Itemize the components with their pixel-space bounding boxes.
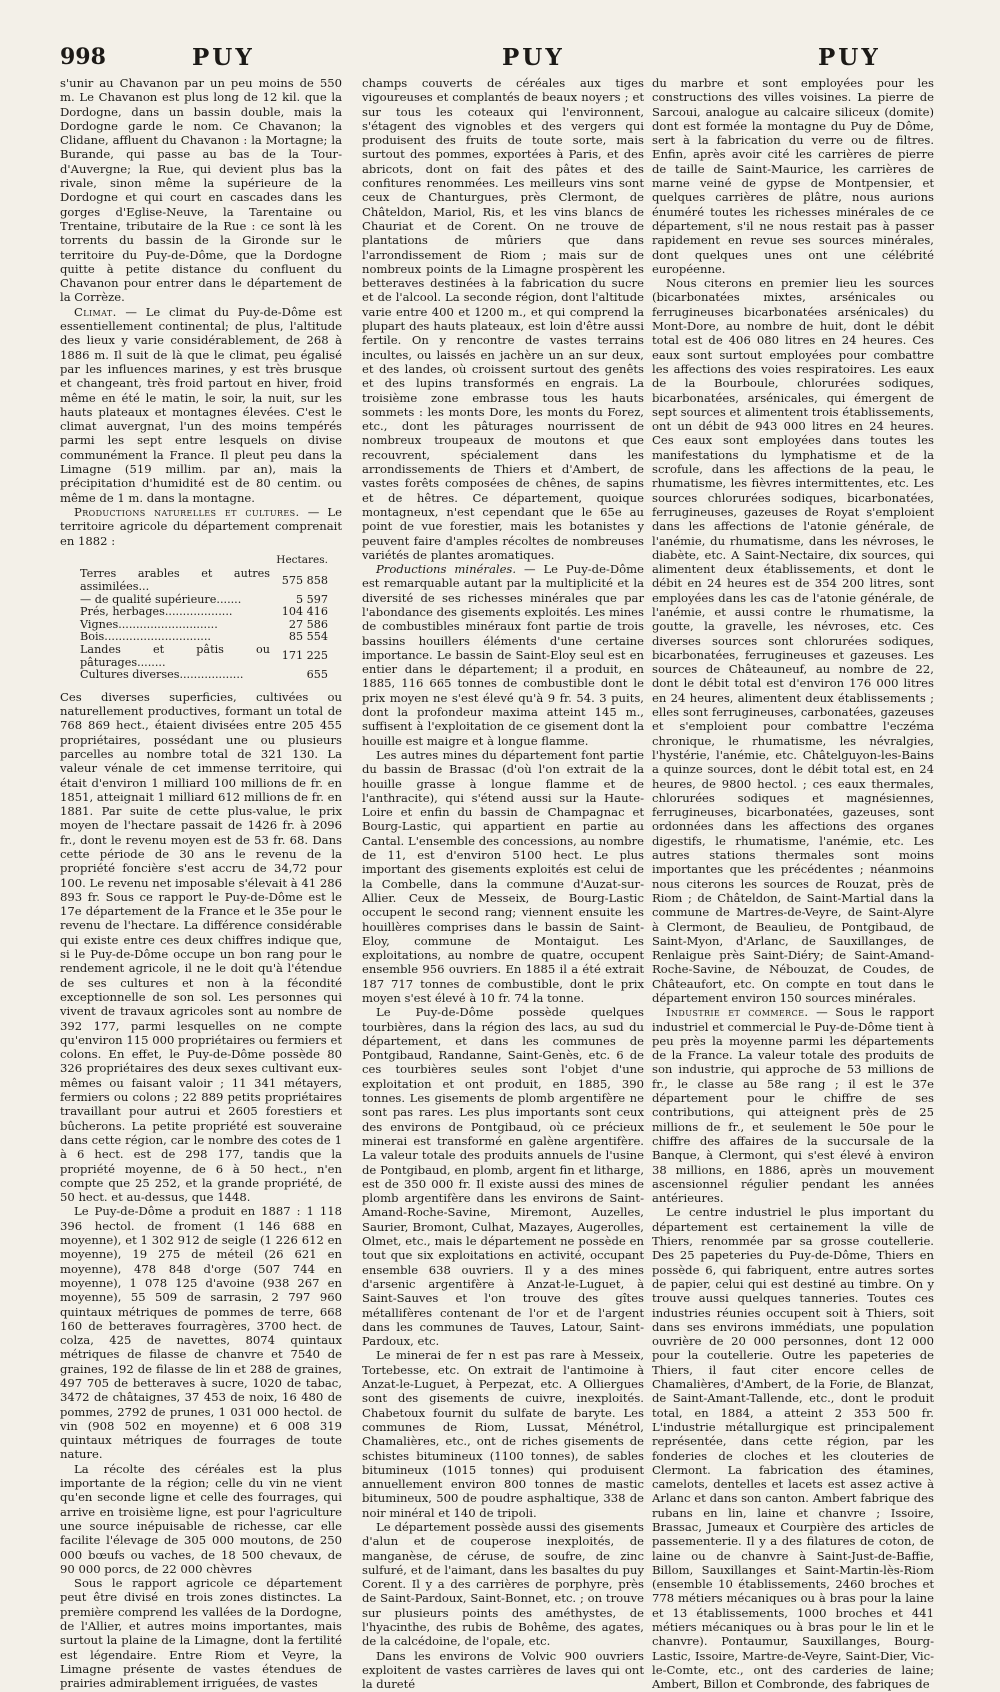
paragraph: Ces diverses superficies, cultivées ou naturellement productives, formant un total de 768 869 hect., étaient divisées entre 205 455 propriétaires, possédant une ou plusieurs parcelles au nombre total de 321 130. La valeur vénale de cet immense territoire, qui était d'environ 1 milliard 100 millions de fr. en 1851, atteignait 1 milliard 612 millions de fr. en 1881. Par suite de cette plus-value, le prix moyen de l'hectare passait de 1426 fr. à 2096 fr., dont le revenu moyen est de 53 fr. 68. Dans cette période de 30 ans le revenu de la propriété foncière s'est accru de 34,72 pour 100. Le revenu net imposable s'élevait à 41 286 893 fr. Sous ce rapport le Puy-de-Dôme est le 17e département de la France et le 35e pour le revenu de l'hectare. La différence considérable qui existe entre ces deux chiffres indique que, si le Puy-de-Dôme occupe un bon rang pour le rendement agricole, il ne le doit qu'à l'étendue de ses cultures et non à la fécondité exceptionnelle de son sol. Les personnes qui vivent de travaux agricoles sont au nombre de 392 177, parmi lesquelles on ne compte qu'environ 115 000 propriétaires ou fermiers et colons. En effet, le Puy-de-Dôme possède 80 326 propriétaires des deux sexes cultivant eux-mêmes ou faisant valoir ; 11 341 métayers, fermiers ou colons ; 22 889 petits propriétaires travaillant pour autrui et 2605 forestiers et bûcherons. La petite propriété est souveraine dans cette région, car le nombre des cotes de 1 à 6 hect. est de 298 177, tandis que la propriété moyenne, de 6 à 50 hect., n'en compte que 25 252, et la grande propriété, de 50 hect. et au-dessus, que 1448. [60,689,342,1205]
table-row [80,644,328,669]
row-label: Prés, herbages................... [80,605,233,619]
row-value: 171 225 [281,649,328,663]
paragraph-text: — Le climat du Puy-de-Dôme est essentiellement continental; de plus, l'altitude des lieux y varie considérablement, de 268 à 1886 m. Il suit de là que le climat, peu égalisé par les influences marines, y est très brusque et changeant, très froid partout en hiver, froid même en été le matin, le soir, la nuit, sur les hauts plateaux et montagnes élevées. C'est le climat auvergnat, l'un des moins tempérés parmi les sept entre lesquels on divise communément la France. Il pleut peu dans la Limagne (519 millim. par an), mais la précipitation d'humidité est de 80 centim. ou même de 1 m. dans la montagne. [60,304,342,505]
land-use-table [80,554,328,682]
running-head-left: PUY [192,44,255,71]
page-header [60,44,940,74]
paragraph: Dans les environs de Volvic 900 ouvriers exploitent de vastes carrières de laves qui ont la dureté [362,1648,644,1692]
row-label: Landes et pâtis ou pâturages........ [80,642,270,669]
row-label: Cultures diverses.................. [80,668,244,682]
column-1 [60,76,342,1691]
running-head-right: PUY [818,44,881,71]
paragraph-productions [60,505,342,548]
paragraph: Le Puy-de-Dôme possède quelques tourbières, dans la région des lacs, au sud du département, et dans les communes de Pontgibaud, Randanne, Saint-Genès, etc. 6 de ces tourbières seules sont l'objet d'une exploitation et ont produit, en 1885, 390 tonnes. Les gisements de plomb argentifère ne sont pas rares. Les plus importants sont ceux des environs de Pontgibaud, où ce précieux minerai est transformé en galène argentifère. La valeur totale des produits annuels de l'usine de Pontgibaud, en plomb, argent fin et litharge, est de 350 000 fr. Il existe aussi des mines de plomb argentifère dans les environs de Saint-Amand-Roche-Savine, Miremont, Auzelles, Saurier, Bromont, Culhat, Mazayes, Augerolles, Olmet, etc., mais le département ne possède en tout que six exploitations en activité, occupant ensemble 638 ouvriers. Il y a des mines d'arsenic argentifère à Anzat-le-Luguet, à Saint-Sauves et l'on trouve des gîtes métallifères contenant de l'or et de l'argent dans les communes de Tauves, Latour, Saint-Pardoux, etc. [362,1005,644,1349]
page-number: 998 [60,44,106,70]
section-heading: Productions minérales. [376,562,517,577]
row-value: 575 858 [281,573,328,587]
paragraph: du marbre et sont employées pour les constructions des villes voisines. La pierre de Sarcoui, analogue au calcaire siliceux (domite) dont est formée la montagne du Puy de Dôme, sert à la fabrication du verre ou de filtres. Enfin, après avoir cité les carrières de pierre de taille de Saint-Maurice, les carrières de marne veiné de gypse de Montpensier, et quelques carrières de plâtre, nous aurions énuméré toutes les richesses minérales de ce département, s'il ne nous restait pas à passer rapidement en revue ses sources minérales, dont quelques unes ont une célébrité européenne. [652,76,934,276]
section-heading: Climat. [74,304,117,319]
paragraph-mineral [362,562,644,748]
column-3 [652,76,934,1692]
row-value: 104 416 [281,605,328,619]
running-head-center: PUY [502,44,565,71]
table-row [80,568,328,593]
row-label: — de qualité supérieure....... [80,592,242,606]
paragraph: Sous le rapport agricole ce département peut être divisé en trois zones distinctes. La première comprend les vallées de la Dordogne, de l'Allier, et autres moins importantes, mais surtout la plaine de la Limagne, dont la fertilité est légendaire. Entre Riom et Veyre, la Limagne présente de vastes étendues de prairies admirablement irriguées, de vastes [60,1576,342,1691]
table-row [80,606,328,619]
paragraph: Le département possède aussi des gisements d'alun et de couperose inexploités, de manganèse, de céruse, de soufre, de zinc sulfuré, et de l'aimant, dans les basaltes du puy Corent. Il y a des carrières de porphyre, près de Saint-Pardoux, Saint-Bonnet, etc. ; on trouve sur plusieurs points des améthystes, de l'hyacinthe, des rubis de Bohême, des agates, de la calcédoine, de l'opale, etc. [362,1519,644,1649]
column-2 [362,76,644,1692]
paragraph-industrie [652,1005,934,1205]
paragraph: Les autres mines du département font partie du bassin de Brassac (d'où l'on extrait de la houille grasse à longue flamme et de l'anthracite), qui s'étend aussi sur la Haute-Loire et enfin du bassin de Champagnac et Bourg-Lastic, qui appartient en partie au Cantal. L'ensemble des concessions, au nombre de 11, est d'environ 5100 hect. Le plus important des gisements exploités est celui de la Combelle, dans la commune d'Auzat-sur-Allier. Ceux de Messeix, de Bourg-Lastic occupent le second rang; viennent ensuite les houillères comprises dans le bassin de Saint-Eloy, commune de Montaigut. Les exploitations, au nombre de quatre, occupent ensemble 956 ouvriers. En 1885 il a été extrait 187 717 tonnes de combustible, dont le prix moyen s'est élevé à 10 fr. 74 la tonne. [362,747,644,1005]
paragraph: Nous citerons en premier lieu les sources (bicarbonatées mixtes, arsénicales ou ferrugineuses bicarbonatées arsénicales) du Mont-Dore, au nombre de huit, dont le débit total est de 406 080 litres en 24 heures. Ces eaux sont surtout employées pour combattre les affections des voies respiratoires. Les eaux de la Bourboule, chlorurées sodiques, bicarbonatées, arsénicales, qui émergent de sept sources et alimentent trois établissements, ont un débit de 943 000 litres en 24 heures. Ces eaux sont employées dans toutes les manifestations du lymphatisme et de la scrofule, dans les affections de la peau, le rhumatisme, les fièvres intermittentes, etc. Les sources chlorurées sodiques, bicarbonatées, ferrugineuses, gazeuses de Royat s'emploient dans les affections de l'atonie générale, de l'anémie, du rhumatisme, dans les névroses, le diabète, etc. A Saint-Nectaire, dix sources, qui alimentent deux établissements, et dont le débit en 24 heures est de 354 200 litres, sont employées dans les cas de l'atonie générale, de l'anémie, et aussi contre le rhumatisme, la goutte, la gravelle, les névroses, etc. Ces diverses sources sont chlorurées sodiques, bicarbonatées, ferrugineuses et gazeuses. Les sources de Châteauneuf, au nombre de 22, dont le débit total est d'environ 176 000 litres en 24 heures, alimentent deux établissements ; elles sont ferrugineuses, carbonatées, gazeuses et s'emploient pour combattre l'eczéma chronique, le rhumatisme, les névralgies, l'hystérie, l'anémie, etc. Châtelguyon-les-Bains a quinze sources, dont le débit total est, en 24 heures, de 9800 hectol. ; ces eaux thermales, chlorurées sodiques et magnésiennes, ferrugineuses, bicarbonatées, gazeuses, sont ordonnées dans les affections des organes digestifs, le rhumatisme, l'anémie, etc. Les autres stations thermales sont moins importantes que les précédentes ; néanmoins nous citerons les sources de Rouzat, près de Riom ; de Châteldon, de Saint-Martial dans la commune de Martres-de-Veyre, de Saint-Alyre à Clermont, de Beaulieu, de Pontgibaud, de Saint-Myon, d'Arlanc, de Sauxillanges, de Renlaigue près Saint-Diéry; de Saint-Amand-Roche-Savine, de Nébouzat, de Coudes, de Châteaufort, etc. On compte en tout dans le département environ 150 sources minérales. [652,276,934,1005]
paragraph: s'unir au Chavanon par un peu moins de 550 m. Le Chavanon est plus long de 12 kil. que la Dordogne, dans un bassin double, mais la Dordogne garde le nom. Ce Chavanon; la Clidane, affluent du Chavanon : la Mortagne; la Burande, qui passe au bas de la Tour-d'Auvergne; la Rue, qui devient plus bas la rivale, sinon même la supérieure de la Dordogne et qui court en cascades dans les gorges d'Eglise-Neuve, la Tarentaine ou Trentaine, tributaire de la Rue : ce sont là les torrents du bassin de la Gironde sur le territoire du Puy-de-Dôme, que la Dordogne quitte à petite distance du confluent du Chavanon pour entrer dans le département de la Corrèze. [60,76,342,305]
row-label: Vignes............................ [80,617,218,631]
paragraph-climat [60,305,342,505]
table-row [80,669,328,682]
section-heading: Industrie et commerce. [666,1005,809,1020]
row-label: Bois.............................. [80,630,211,644]
paragraph-text: — Sous le rapport industriel et commercial le Puy-de-Dôme tient à peu près la moyenne parmi les départements de la France. La valeur totale des produits de son industrie, qui approche de 53 millions de fr., le classe au 58e rang ; il est le 37e département pour le chiffre de ses contributions, qui atteignent près de 25 millions de fr., et seulement le 50e pour le chiffre des affaires de la succursale de la Banque, à Clermont, qui s'est élevé à environ 38 millions, en 1886, après un mouvement ascensionnel régulier pendant les années antérieures. [652,1005,934,1206]
row-value: 27 586 [288,617,328,631]
row-value: 5 597 [295,592,328,606]
table-header: Hectares. [276,553,328,566]
paragraph: Le Puy-de-Dôme a produit en 1887 : 1 118 396 hectol. de froment (1 146 688 en moyenne), et 1 302 912 de seigle (1 226 612 en moyenne), 19 275 de méteil (26 621 en moyenne), 478 848 d'orge (507 744 en moyenne), 1 078 125 d'avoine (938 267 en moyenne), 55 509 de sarrasin, 2 797 960 quintaux métriques de pommes de terre, 668 160 de betteraves fourragères, 3700 hect. de colza, 425 de navettes, 8074 quintaux métriques de filasse de chanvre et 7540 de graines, 192 de filasse de lin et 288 de graines, 497 705 de betteraves à sucre, 1020 de tabac, 3472 de châtaignes, 37 453 de noix, 16 480 de pommes, 2792 de prunes, 1 031 000 hectol. de vin (908 502 en moyenne) et 6 008 319 quintaux métriques de fourrages de toute nature. [60,1204,342,1462]
row-label: Terres arables et autres assimilées... [80,567,270,593]
row-value: 655 [306,668,328,682]
paragraph: champs couverts de céréales aux tiges vigoureuses et complantés de beaux noyers ; et sur tous les coteaux qui l'environnent, s'étagent des vignobles et des vergers qui produisent des fruits de toute sorte, mais surtout des pommes, exportées à Paris, et des abricots, dont on fait des pâtes et des confitures renommées. Les meilleurs vins sont ceux de Chanturgues, près Clermont, de Châteldon, Mariol, Ris, et les vins blancs de Chauriat et de Corent. On ne trouve de plantations de mûriers que dans l'arrondissement de Riom ; mais sur de nombreux points de la Limagne prospèrent les betteraves destinées à la fabrication du sucre et de l'alcool. La seconde région, dont l'altitude varie entre 400 et 1200 m., et qui comprend la plupart des hauts plateaux, est loin d'être aussi fertile. On y rencontre de vastes terrains incultes, ou laissés en jachère un an sur deux, et des landes, où croissent surtout des genêts et des lupins transformés en engrais. La troisième zone embrasse tous les hauts sommets : les monts Dore, les monts du Forez, etc., dont les pâturages nourrissent de nombreux troupeaux de moutons et que recouvrent, spécialement dans les arrondissements de Thiers et d'Ambert, de vastes forêts composées de chênes, de sapins et de hêtres. Ce département, quoique montagneux, n'est cependant que le 65e au point de vue forestier, mais les botanistes y peuvent faire d'amples récoltes de nombreuses variétés de plantes aromatiques. [362,76,644,562]
row-value: 85 554 [288,630,328,644]
paragraph: La récolte des céréales est la plus importante de la région; celle du vin ne vient qu'en seconde ligne et celle des fourrages, qui arrive en troisième ligne, est pour l'agriculture une source inépuisable de richesse, car elle facilite l'élevage de 305 000 moutons, de 250 000 bœufs ou vaches, de 18 500 chevaux, de 90 000 porcs, de 22 000 chèvres [60,1461,342,1576]
paragraph-text: — Le Puy-de-Dôme est remarquable autant par la multiplicité et la diversité de ses richesses minérales que par l'abondance des gisements exploités. Les mines de combustibles minéraux font partie de trois bassins houillers éléments d'une certaine importance. Le bassin de Saint-Eloy seul est en entier dans le département; il a produit, en 1885, 116 665 tonnes de combustible dont le prix moyen ne s'est élevé qu'à 9 fr. 54. 3 puits, dont la profondeur maxima atteint 145 m., suffisent à l'exploitation de ce gisement dont la houille est maigre et à longue flamme. [362,562,644,748]
paragraph-text: — Le territoire agricole du département comprenait en 1882 : [60,504,342,548]
section-heading: Productions naturelles et cultures. [74,504,300,519]
paragraph: Le minerai de fer n est pas rare à Messeix, Tortebesse, etc. On extrait de l'antimoine à Anzat-le-Luguet, à Perpezat, etc. A Olliergues sont des gisements de cuivre, inexploités. Chabetoux fournit du sulfate de baryte. Les communes de Riom, Lussat, Ménétrol, Chamalières, etc., ont de riches gisements de schistes bitumineux (1100 tonnes), de sables bitumineux (1015 tonnes) qui produisent annuellement environ 800 tonnes de mastic bitumineux, 500 de poudre asphaltique, 338 de noir minéral et 140 de tripoli. [362,1348,644,1520]
paragraph: Le centre industriel le plus important du département est certainement la ville de Thiers, renommée par sa grosse coutellerie. Des 25 papeteries du Puy-de-Dôme, Thiers en possède 6, qui fabriquent, entre autres sortes de papier, celui qui est destiné au timbre. On y trouve aussi quelques tanneries. Toutes ces industries réunies occupent soit à Thiers, soit dans ses environs immédiats, une population ouvrière de 20 000 personnes, dont 12 000 pour la coutellerie. Outre les papeteries de Thiers, il faut citer encore celles de Chamalières, d'Ambert, de la Forie, de Blanzat, de Saint-Amant-Tallende, etc., dont le produit total, en 1884, a atteint 2 353 500 fr. L'industrie métallurgique est principalement représentée, dans cette région, par les fonderies de cloches et les clouteries de Clermont. La fabrication des étamines, camelots, dentelles et lacets est assez active à Arlanc et dans son canton. Ambert fabrique des rubans en lin, laine et chanvre ; Issoire, Brassac, Jumeaux et Courpière des articles de passementerie. Il y a des filatures de coton, de laine ou de chanvre à Saint-Just-de-Baffie, Billom, Sauxillanges et Saint-Martin-lès-Riom (ensemble 10 établissements, 2460 broches et 778 métiers mécaniques ou à bras pour la laine et 13 établissements, 1000 broches et 441 métiers mécaniques ou à bras pour le lin et le chanvre). Pontaumur, Sauxillanges, Bourg-Lastic, Issoire, Martre-de-Veyre, Saint-Dier, Vic-le-Comte, etc., ont des carderies de laine; Ambert, Billon et Combronde, des fabriques de [652,1205,934,1692]
